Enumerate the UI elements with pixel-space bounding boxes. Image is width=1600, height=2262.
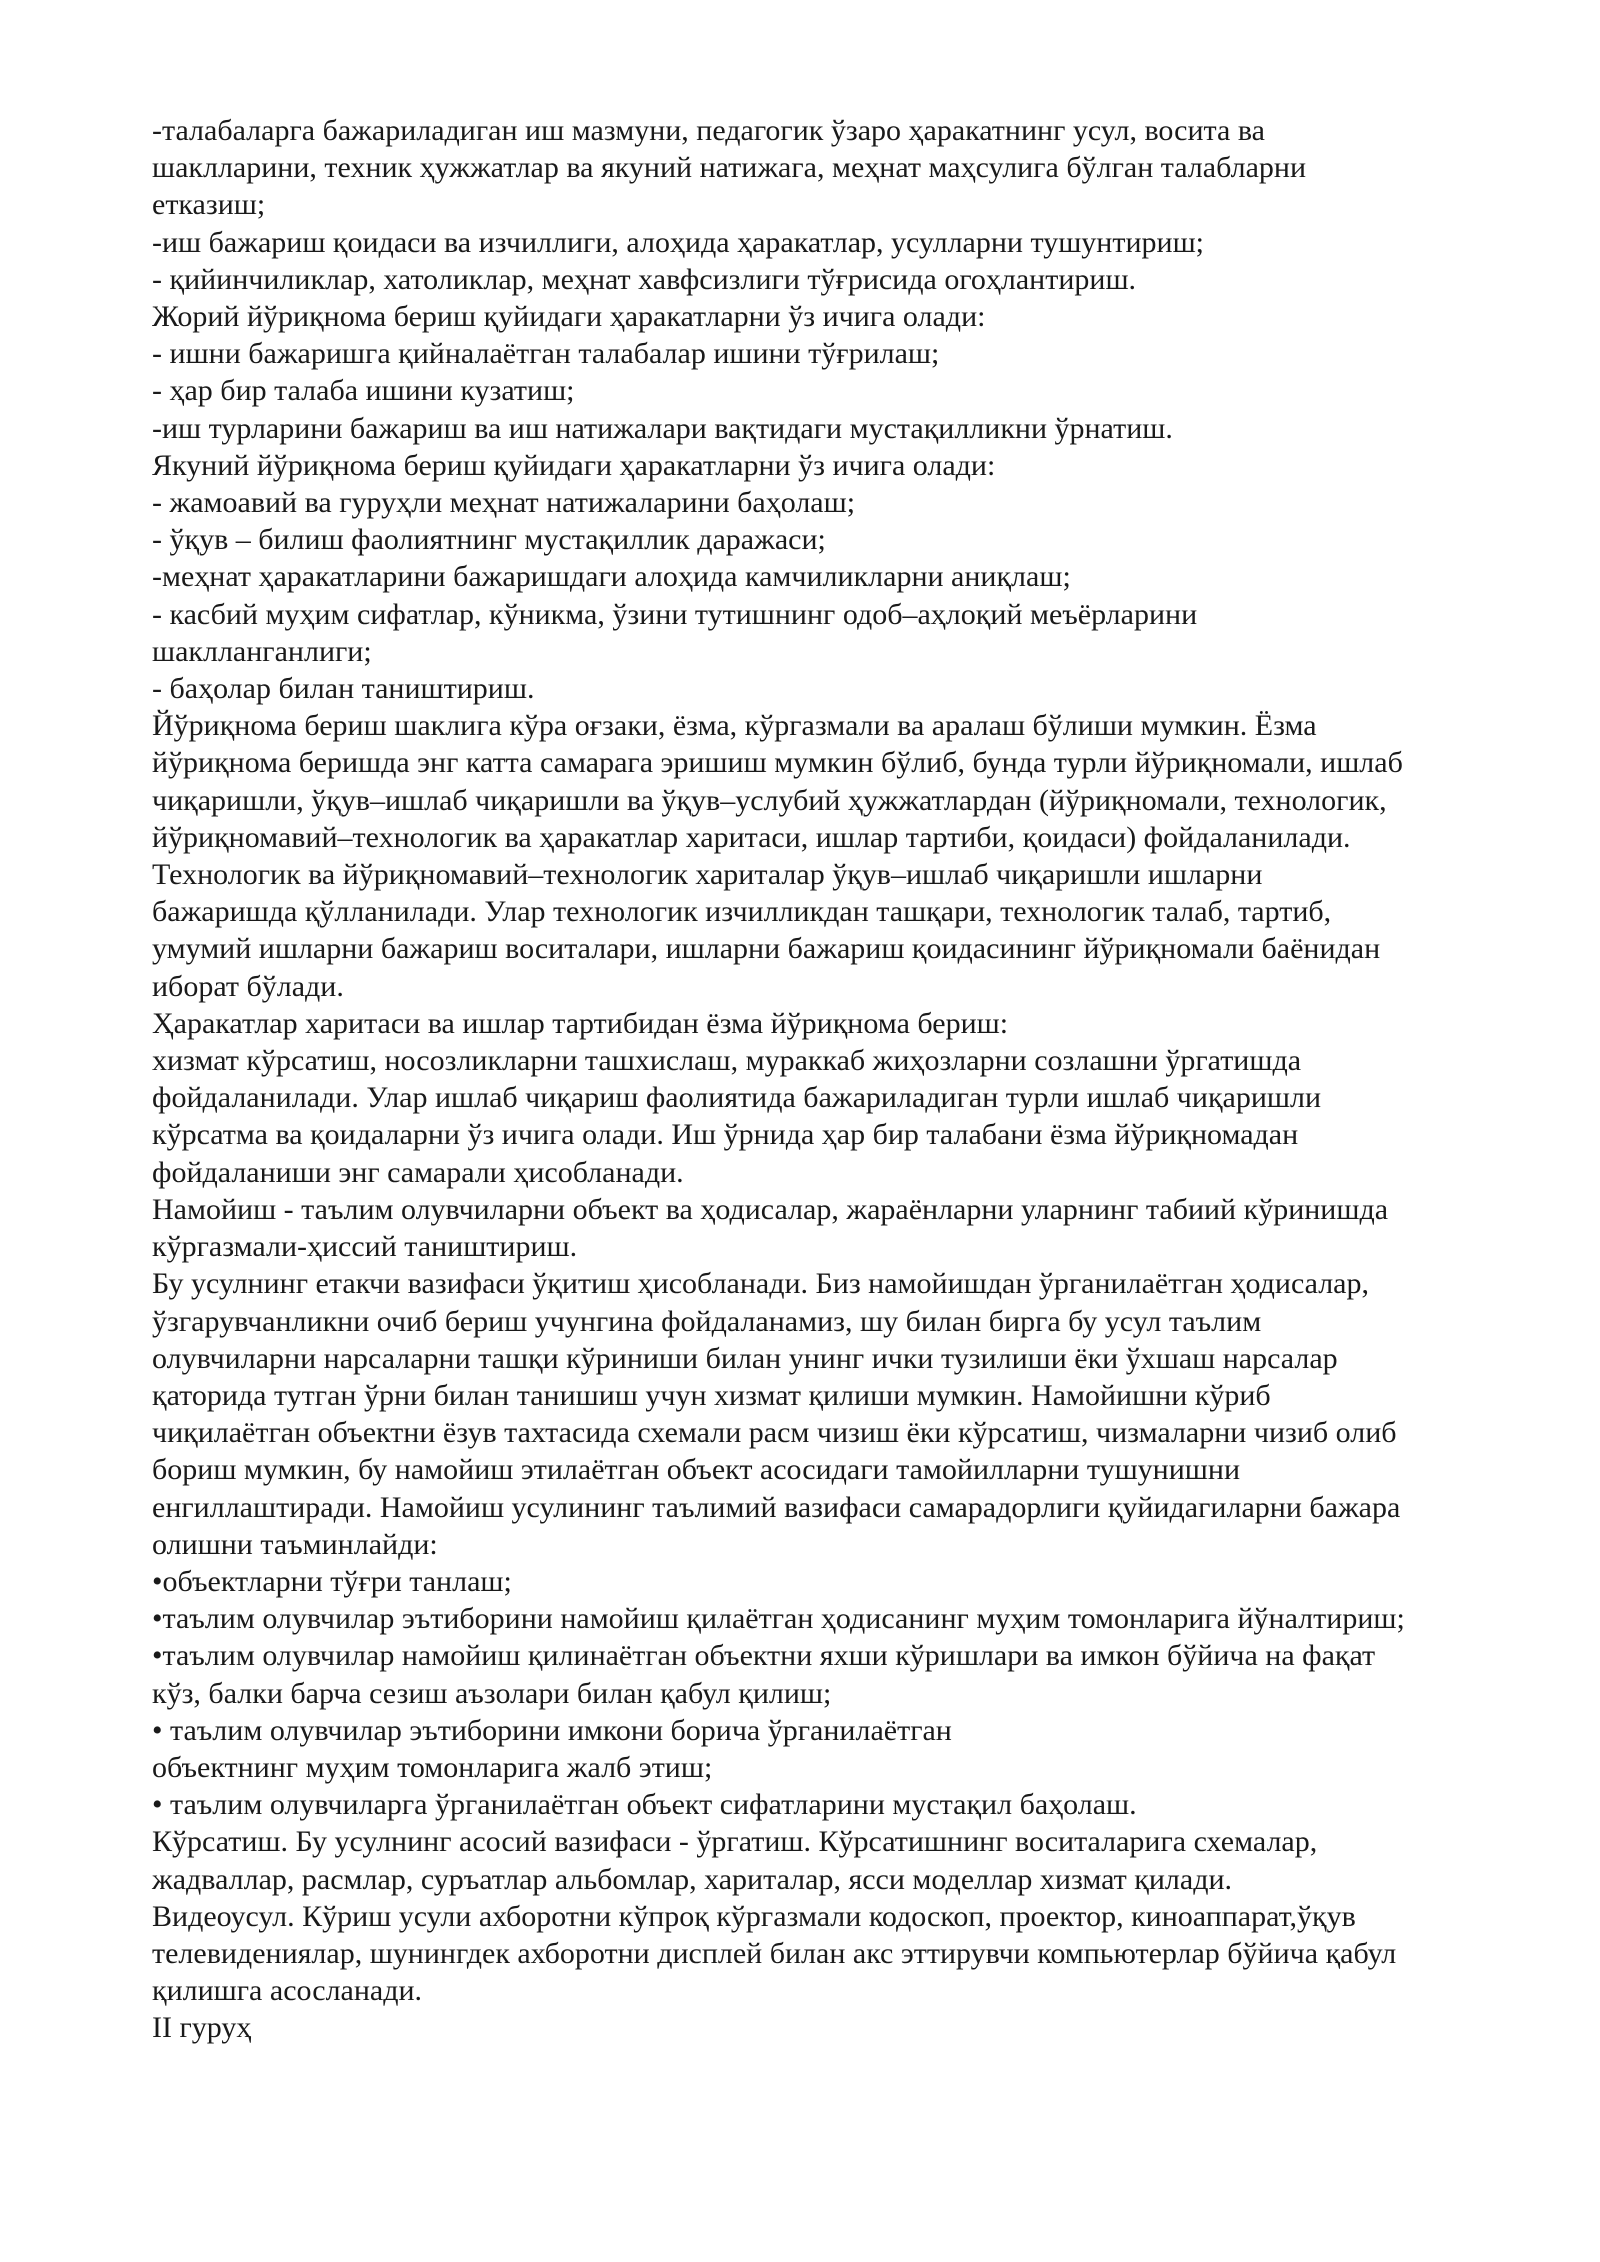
text-line: олишни таъминлайди: [152, 1527, 438, 1561]
text-line: йўриқномавий–технологик ва ҳаракатлар харитаси, ишлар тартиби, қоидаси) фойдаланилади. [152, 820, 1351, 854]
text-line: шаклланганлиги; [152, 634, 372, 668]
text-line: - ўқув – билиш фаолиятнинг мустақиллик даражаси; [152, 523, 826, 557]
text-line: қаторида тутган ўрни билан танишиш учун хизмат қилиши мумкин. Намойишни кўриб [152, 1378, 1271, 1412]
text-line: • таълим олувчилар эътиборини имкони борича ўрганилаётган [152, 1713, 952, 1747]
text-line: фойдаланилади. Улар ишлаб чиқариш фаолиятида бажариладиган турли ишлаб чиқаришли [152, 1081, 1322, 1115]
text-line: йўриқнома беришда энг катта самарага эришиш мумкин бўлиб, бунда турли йўриқномали, ишлаб [152, 746, 1403, 780]
text-line: чиқаришли, ўқув–ишлаб чиқаришли ва ўқув–услубий ҳужжатлардан (йўриқномали, технологик, [152, 783, 1387, 817]
text-line: фойдаланиши энг самарали ҳисобланади. [152, 1155, 684, 1189]
text-line: кўз, балки барча сезиш аъзолари билан қабул қилиш; [152, 1676, 832, 1710]
section-heading: II гуруҳ [152, 2011, 252, 2045]
text-line: - касбий муҳим сифатлар, кўникма, ўзини тутишнинг одоб–аҳлоқий меъёрларини [152, 597, 1198, 631]
text-line: кўрсатма ва қоидаларни ўз ичига олади. Иш ўрнида ҳар бир талабани ёзма йўриқномадан [152, 1118, 1299, 1152]
text-line: -иш бажариш қоидаси ва изчиллиги, алоҳида ҳаракатлар, усулларни тушунтириш; [152, 225, 1205, 259]
text-line: - жамоавий ва гуруҳли меҳнат натижаларини баҳолаш; [152, 486, 856, 520]
text-line: -талабаларга бажариладиган иш мазмуни, педагогик ўзаро ҳаракатнинг усул, восита ва [152, 114, 1265, 147]
text-line: объектнинг муҳим томонларига жалб этиш; [152, 1750, 713, 1784]
text-line: - ишни бажаришга қийналаётган талабалар ишини тўғрилаш; [152, 337, 940, 371]
text-line: Ҳаракатлар харитаси ва ишлар тартибидан ёзма йўриқнома бериш: [152, 1006, 1009, 1040]
text-line: телевидениялар, шунингдек ахборотни дисплей билан акс эттирувчи компьютерлар бўйича қабул [152, 1936, 1397, 1970]
text-line: шаклларини, техник ҳужжатлар ва якуний натижага, меҳнат маҳсулига бўлган талабларни [152, 151, 1307, 185]
text-line: Намойиш - таълим олувчиларни объект ва ҳодисалар, жараёнларни уларнинг табиий кўринишда [152, 1192, 1389, 1226]
document-page [152, 112, 1520, 2047]
text-line: - ҳар бир талаба ишини кузатиш; [152, 374, 575, 408]
text-line: Йўриқнома бериш шаклига кўра оғзаки, ёзма, кўргазмали ва аралаш бўлиши мумкин. Ёзма [152, 709, 1317, 743]
text-line: кўргазмали-ҳиссий таништириш. [152, 1230, 578, 1264]
text-line: хизмат кўрсатиш, носозликларни ташхислаш, мураккаб жиҳозларни созлашни ўргатишда [152, 1044, 1302, 1078]
text-line: -иш турларини бажариш ва иш натижалари вақтидаги мустақилликни ўрнатиш. [152, 411, 1173, 445]
text-line: иборат бўлади. [152, 969, 344, 1003]
text-line: -меҳнат ҳаракатларини бажаришдаги алоҳида камчиликларни аниқлаш; [152, 560, 1071, 594]
text-line: етказиш; [152, 188, 266, 222]
text-line: •объектларни тўғри танлаш; [152, 1564, 512, 1598]
text-line: - баҳолар билан таништириш. [152, 672, 535, 706]
text-line: олувчиларни нарсаларни ташқи кўриниши билан унинг ички тузилиши ёки ўхшаш нарсалар [152, 1341, 1338, 1375]
text-line: Кўрсатиш. Бу усулнинг асосий вазифаси - ўргатиш. Кўрсатишнинг воситаларига схемалар, [152, 1825, 1318, 1859]
text-line: чиқилаётган объектни ёзув тахтасида схемали расм чизиш ёки кўрсатиш, чизмаларни чизиб олиб [152, 1416, 1397, 1450]
text-line: Видеоусул. Кўриш усули ахборотни кўпроқ кўргазмали кодоскоп, проектор, киноаппарат,ўқув [152, 1899, 1356, 1933]
text-line: - қийинчиликлар, хатоликлар, меҳнат хавфсизлиги тўғрисида огоҳлантириш. [152, 262, 1137, 296]
text-line: Бу усулнинг етакчи вазифаси ўқитиш ҳисобланади. Биз намойишдан ўрганилаётган ҳодисалар, [152, 1267, 1369, 1301]
text-line: •таълим олувчилар намойиш қилинаётган объектни яхши кўришлари ва имкон бўйича на фақат [152, 1639, 1376, 1673]
text-line: бажаришда қўлланилади. Улар технологик изчилликдан ташқари, технологик талаб, тартиб, [152, 895, 1332, 929]
text-line: Якуний йўриқнома бериш қуйидаги ҳаракатларни ўз ичига олади: [152, 448, 996, 482]
text-line: жадваллар, расмлар, суръатлар альбомлар, хариталар, ясси моделлар хизмат қилади. [152, 1862, 1233, 1896]
text-line: Технологик ва йўриқномавий–технологик хариталар ўқув–ишлаб чиқаришли ишларни [152, 858, 1263, 892]
text-line: • таълим олувчиларга ўрганилаётган объект сифатларини мустақил баҳолаш. [152, 1788, 1137, 1822]
text-line: Жорий йўриқнома бериш қуйидаги ҳаракатларни ўз ичига олади: [152, 300, 986, 334]
text-line: умумий ишларни бажариш воситалари, ишларни бажариш қоидасининг йўриқномали баёнидан [152, 932, 1381, 966]
text-line: енгиллаштиради. Намойиш усулининг таълимий вазифаси самарадорлиги қуйидагиларни бажара [152, 1490, 1401, 1524]
text-line: қилишга асосланади. [152, 1974, 423, 2008]
text-line: бориш мумкин, бу намойиш этилаётган объект асосидаги тамойилларни тушунишни [152, 1453, 1240, 1487]
text-line: •таълим олувчилар эътиборини намойиш қилаётган ҳодисанинг муҳим томонларига йўналтириш; [152, 1602, 1405, 1636]
text-line: ўзгарувчанликни очиб бериш учунгина фойдаланамиз, шу билан бирга бу усул таълим [152, 1304, 1262, 1338]
